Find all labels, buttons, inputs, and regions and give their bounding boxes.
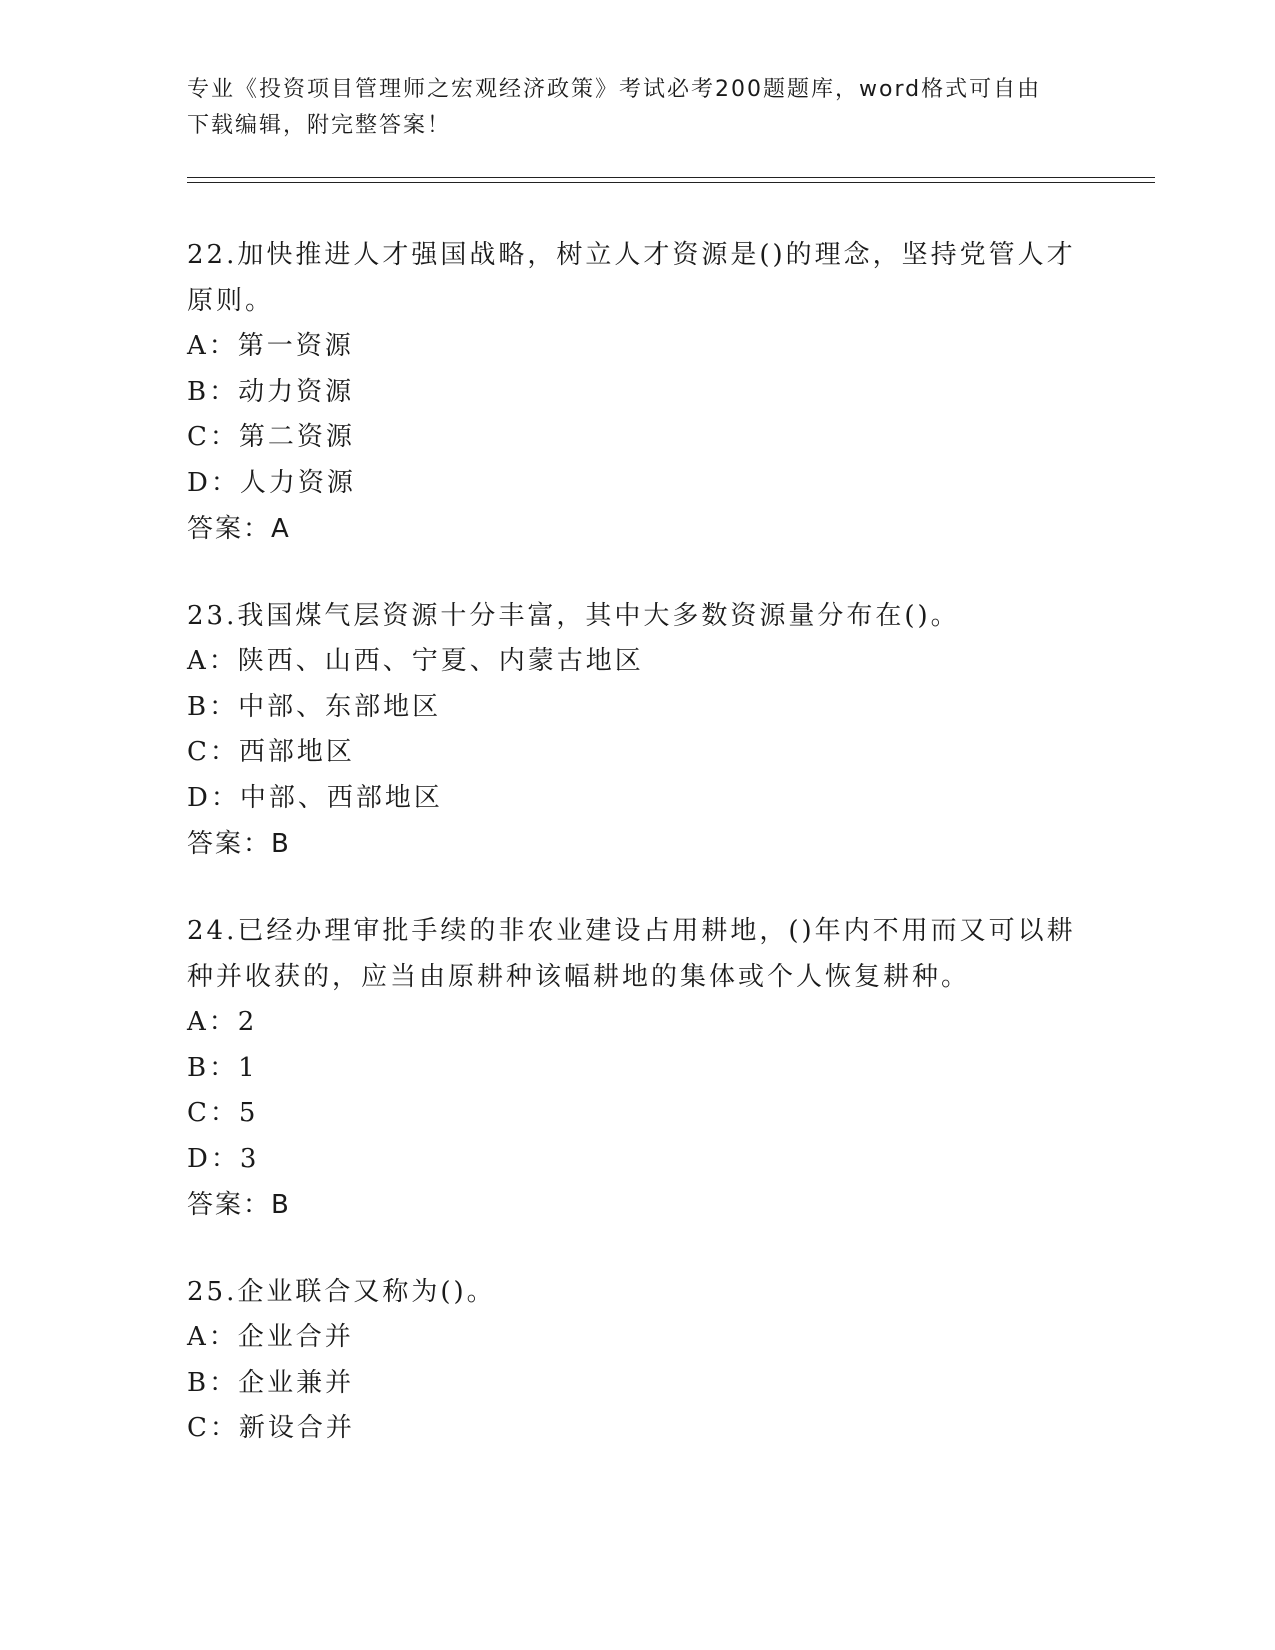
option-b: B：1 — [187, 1052, 258, 1083]
question-text-line: 种并收获的，应当由原耕种该幅耕地的集体或个人恢复耕种。 — [187, 962, 971, 992]
header-line-2: 下载编辑，附完整答案！ — [187, 113, 452, 138]
question-list — [187, 232, 1087, 1493]
header-line-1: 专业《投资项目管理师之宏观经济政策》考试必考200题题库，word格式可自由 — [187, 77, 1042, 102]
option-a: A：陕西、山西、宁夏、内蒙古地区 — [187, 646, 644, 676]
option-d: D：人力资源 — [187, 467, 356, 498]
document-header — [187, 72, 1067, 144]
option-c: C：第二资源 — [187, 422, 355, 452]
header-rule-bottom — [187, 182, 1155, 183]
option-c: C：5 — [187, 1098, 259, 1128]
option-c: C：西部地区 — [187, 737, 355, 767]
header-rule-top — [187, 177, 1155, 178]
answer: 答案：B — [187, 1190, 291, 1220]
question-text-line: 24.已经办理审批手续的非农业建设占用耕地，()年内不用而又可以耕 — [187, 916, 1076, 946]
question-23 — [187, 593, 1087, 867]
question-text-line: 22.加快推进人才强国战略，树立人才资源是()的理念，坚持党管人才 — [187, 240, 1076, 270]
question-text-line: 原则。 — [187, 286, 275, 316]
question-text — [187, 232, 1087, 324]
question-text-line: 23.我国煤气层资源十分丰富，其中大多数资源量分布在()。 — [187, 601, 960, 631]
option-d: D：中部、西部地区 — [187, 782, 443, 813]
question-text — [187, 908, 1087, 1000]
question-25 — [187, 1269, 1087, 1452]
option-c: C：新设合并 — [187, 1413, 355, 1443]
option-a: A：企业合并 — [187, 1322, 354, 1352]
option-b: B：企业兼并 — [187, 1367, 355, 1398]
question-text — [187, 593, 1087, 639]
option-a: A：第一资源 — [187, 331, 354, 361]
question-text — [187, 1269, 1087, 1315]
answer: 答案：B — [187, 829, 291, 859]
question-22 — [187, 232, 1087, 552]
question-24 — [187, 908, 1087, 1228]
answer: 答案：A — [187, 514, 291, 544]
option-d: D：3 — [187, 1143, 260, 1174]
option-b: B：动力资源 — [187, 376, 355, 407]
question-text-line: 25.企业联合又称为()。 — [187, 1277, 496, 1307]
option-a: A：2 — [187, 1007, 258, 1037]
option-b: B：中部、东部地区 — [187, 691, 442, 722]
